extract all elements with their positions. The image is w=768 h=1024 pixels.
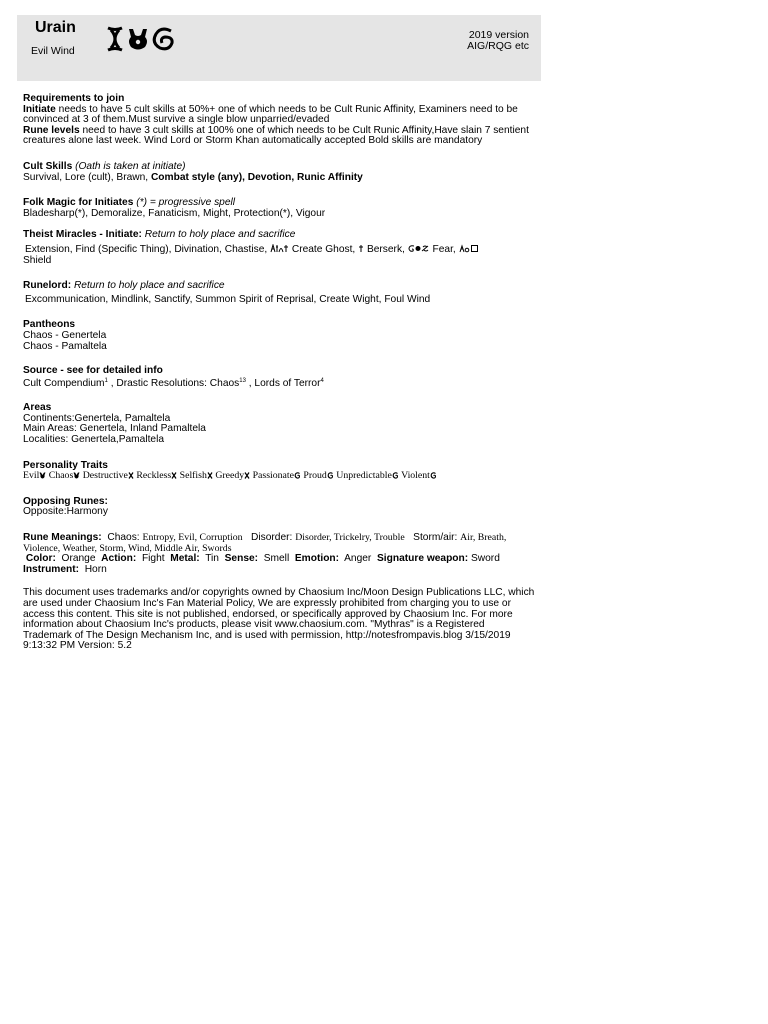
rune-meanings-heading: Rune Meanings: (23, 532, 102, 544)
pantheons-heading: Pantheons (23, 319, 76, 331)
requirements-section (23, 94, 535, 147)
trait: Reckless (136, 470, 172, 482)
storm-label: Storm/air: (413, 532, 458, 544)
shield-runes-icon (459, 244, 479, 253)
source-book: , Lords of Terror (245, 377, 321, 389)
trait: Unpredictable (336, 470, 392, 482)
action-value: Fight (141, 553, 165, 565)
version-line: 2019 version (468, 29, 529, 41)
disorder-rune-icon (171, 472, 177, 479)
runelord-list: Excommunication, Mindlink, Sanctify, Summon Spirit of Reprisal, Create Wight, Foul Wind (25, 293, 431, 305)
pantheon-item: Chaos - Genertela (23, 329, 107, 341)
storm-meaning: Air, Breath, Violence, Weather, Storm, Wind, Middle Air, Swords (23, 532, 507, 554)
personality-traits (23, 471, 535, 482)
areas-main: Main Areas: Genertela, Inland Pamaltela (23, 423, 206, 435)
storm-rune-icon (430, 472, 437, 479)
cult-skills-heading: Cult Skills (23, 160, 73, 172)
header-band (17, 15, 541, 81)
sense-value: Smell (263, 553, 290, 565)
trait: Proud (303, 470, 327, 482)
runelord-heading: Runelord: (23, 280, 72, 292)
rune-meanings-section (23, 533, 535, 575)
disorder-rune-icon (128, 472, 134, 479)
disorder-label: Disorder: (251, 532, 293, 544)
instrument-value: Horn (84, 563, 107, 575)
areas-continents: Continents:Genertela, Pamaltela (23, 412, 171, 424)
source-heading: Source - see for detailed info (23, 365, 163, 377)
storm-rune-icon (392, 472, 399, 479)
chaos-label: Chaos: (107, 532, 140, 544)
storm-rune-icon (327, 472, 334, 479)
miracle-create-ghost: Create Ghost, (289, 243, 359, 255)
areas-localities: Localities: Genertela,Pamaltela (23, 434, 165, 446)
cult-runes (105, 25, 200, 53)
opposing-runes-section (23, 497, 535, 518)
trait: Evil (23, 470, 40, 482)
cult-skills-note: (Oath is taken at initiate) (75, 160, 186, 172)
disorder-rune-icon (244, 472, 250, 479)
opposing-text: Opposite:Harmony (23, 506, 108, 518)
emotion-label: Emotion: (294, 553, 340, 565)
pantheon-item: Chaos - Pamaltela (23, 340, 107, 352)
edition-line: AIG/RQG etc (467, 39, 529, 52)
source-page: 13 (239, 377, 246, 384)
trait: Destructive (82, 470, 128, 482)
source-book: , Drastic Resolutions: Chaos (107, 377, 240, 389)
trait: Selfish (179, 470, 207, 482)
theist-miracles-section (23, 230, 535, 266)
areas-section (23, 403, 535, 445)
source-book: Cult Compendium (23, 377, 105, 389)
rune-level-requirement (23, 126, 535, 147)
initiate-text: needs to have 5 cult skills at 50%+ one of which needs to be Cult Runic Affinity, Examiners need to be convinced at 3 of them.Must survive a single blow unparried/evaded (23, 103, 518, 126)
storm-rune-icon (294, 472, 301, 479)
cult-skills-plain: Survival, Lore (cult), Brawn, (23, 171, 151, 183)
miracle-chastise: Chastise, (224, 243, 271, 255)
requirements-heading: Requirements to join (23, 93, 125, 104)
opposing-heading: Opposing Runes: (23, 495, 108, 507)
runelord-note: Return to holy place and sacrifice (73, 280, 225, 292)
chaos-rune-icon (129, 29, 147, 50)
miracle-divination: Divination, (174, 243, 225, 255)
source-section (23, 366, 535, 389)
rune-level-text: need to have 3 cult skills at 100% one of which needs to be Cult Runic Affinity,Have slain 7 sentient creatures alone last week. Wind Lord or Storm Khan automatically accepted Bold skills are mandatory (23, 124, 529, 147)
sense-label: Sense: (224, 553, 259, 565)
metal-value: Tin (205, 553, 219, 565)
miracle-fear: Fear, (429, 243, 459, 255)
chaos-rune-icon (39, 472, 46, 479)
source-books (23, 379, 535, 390)
personality-section (23, 461, 535, 482)
rune-attributes (23, 554, 535, 575)
trait: Violent (401, 470, 430, 482)
cult-skills-bold: Combat style (any), Devotion, Runic Affinity (150, 171, 363, 183)
storm-rune-icon (154, 29, 172, 49)
action-label: Action: (101, 553, 137, 565)
trait: Greedy (215, 470, 245, 482)
version-info (467, 30, 529, 51)
death-spirit-runes-icon (270, 244, 289, 253)
trait: Passionate (252, 470, 294, 482)
folk-magic-list: Bladesharp(*), Demoralize, Fanaticism, Might, Protection(*), Vigour (23, 207, 326, 219)
trait: Chaos (48, 470, 74, 482)
theist-note: Return to holy place and sacrifice (144, 229, 296, 241)
instrument-label: Instrument: (23, 563, 80, 575)
chaos-rune-icon (73, 472, 80, 479)
color-label: Color: (25, 553, 56, 565)
color-value: Orange (61, 553, 96, 565)
miracle-extension: Extension, (25, 243, 76, 255)
miracle-shield: Shield (23, 254, 52, 266)
initiate-label: Initiate (23, 103, 56, 115)
folk-magic-heading: Folk Magic for Initiates (23, 197, 134, 209)
cult-skills-section (23, 162, 535, 183)
personality-heading: Personality Traits (23, 459, 108, 471)
initiate-requirement (23, 105, 535, 126)
emotion-value: Anger (344, 553, 372, 565)
legal-notice: This document uses trademarks and/or copyrights owned by Chaosium Inc/Moon Design Publications LLC, which are used under Chaosium Inc's Fan Material Policy, We are expressly prohibited from charging you to use or access this content. This site is not published, endorsed, or specifically approved by Chaosium Inc. For more information about Chaosium Inc's products, please visit www.chaosium.com. "Mythras" is a Registered Trademark of The Design Mechanism Inc, and is used with permission, http://notesfrompavis.blog 3/15/2019 9:13:32 PM Version: 5.2 (23, 587, 535, 652)
runelord-section (23, 281, 535, 305)
weapon-label: Signature weapon: (377, 553, 469, 565)
theist-miracles-list (23, 244, 535, 256)
fear-runes-icon (408, 244, 430, 253)
rune-level-label: Rune levels (23, 124, 80, 136)
folk-magic-section (23, 198, 535, 219)
disorder-meaning: Disorder, Trickelry, Trouble (295, 532, 405, 544)
pantheons-section (23, 320, 535, 352)
disorder-rune-icon (207, 472, 213, 479)
chaos-meaning: Entropy, Evil, Corruption (142, 532, 243, 544)
document-body (23, 94, 535, 652)
source-page: 4 (320, 377, 324, 384)
metal-label: Metal: (170, 553, 200, 565)
cult-title: Urain (35, 19, 76, 36)
source-page: 1 (104, 377, 108, 384)
cult-subtitle: Evil Wind (31, 45, 75, 57)
miracle-berserk: Berserk, (364, 243, 408, 255)
miracle-find: Find (Specific Thing), (75, 243, 175, 255)
theist-heading: Theist Miracles - Initiate: (23, 229, 142, 241)
folk-magic-note: (*) = progressive spell (136, 197, 236, 209)
disorder-rune-icon (108, 28, 122, 50)
areas-heading: Areas (23, 402, 52, 414)
weapon-value: Sword (470, 553, 500, 565)
